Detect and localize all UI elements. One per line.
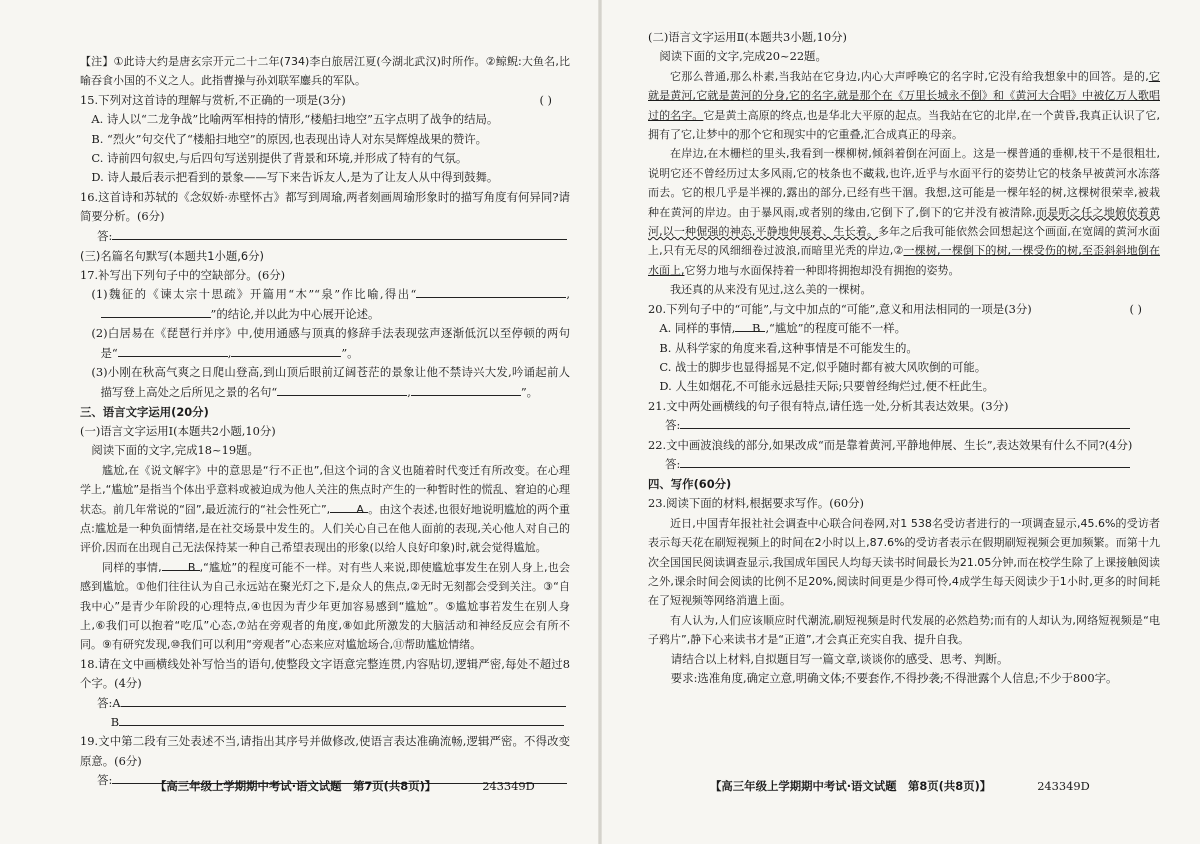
q15-option-c: C. 诗前四句叙史,与后四句写送别提供了背景和环境,并形成了特有的气氛。 bbox=[91, 151, 468, 166]
q15-option-a: A. 诗人以“二龙争战”比喻两军相持的情形,“楼船扫地空”五字点明了战争的结局。 bbox=[91, 112, 499, 127]
poem-note: 【注】①此诗大约是唐玄宗开元二十二年(734)李白旅居江夏(今湖北武汉)时所作。②鲸鲵:大鱼名,比喻吞食小国的不义之人。此指曹操与孙刘联军鏖兵的军队。 bbox=[80, 55, 570, 88]
q18-answer-a[interactable]: 答:A bbox=[80, 694, 570, 713]
question-22: 22.文中画波浪线的部分,如果改成“而是靠着黄河,平静地伸展、生长”,表达效果有什么不同?(4分) bbox=[648, 437, 1133, 452]
q15-option-d: D. 诗人最后表示把看到的景象——写下来告诉友人,是为了让友人从中得到鼓舞。 bbox=[91, 170, 499, 185]
underlined-sentence-1: 它就是黄河,它就是黄河的分身,它的名字,就是那个在《万里长城永不倒》和《黄河大合唱》中被亿万人歌唱过的名字。 bbox=[648, 69, 1161, 122]
question-21: 21.文中两处画横线的句子很有特点,请任选一处,分析其表达效果。(3分) bbox=[648, 398, 1009, 413]
writing-requirements: 要求:选准角度,确定立意,明确文体;不要套作,不得抄袭;不得泄露个人信息;不少于800字。 bbox=[670, 671, 1118, 685]
q18-answer-b[interactable]: B bbox=[80, 713, 570, 732]
writing-prompt: 请结合以上材料,自拟题目写一篇文章,谈谈你的感受、思考、判断。 bbox=[670, 651, 1009, 666]
part-4-heading: 四、写作(60分) bbox=[648, 477, 732, 492]
passage-1-paragraph-2: 同样的事情, B ,“尴尬”的程度可能不一样。对有些人来说,即使尴尬事发生在别人身上,也会感到尴尬。①他们往往认为自己永远站在聚光灯之下,是众人的焦点,②无时无刻都会受到关注。③“自我中心”是青少年阶段的心理特点,④也因为青少年更加容易感到“尴尬”。⑤尴尬事若发生在别人身上,⑥我们可以抱着“吃瓜”心态,⑦站在旁观者的角度,⑧如此所激发的大脑活动和神经反应会有所不同。⑨有研究发现,⑩我们可以利用“旁观者”心态来应对尴尬场合,⑪帮助尴尬情绪。 bbox=[80, 558, 570, 655]
q17-item-3: (3)小刚在秋高气爽之日爬山登高,到山顶后眼前辽阔苍茫的景象让他不禁诗兴大发,吟诵起前人描写登上高处之后所见之景的名句“ , ”。 bbox=[91, 365, 570, 399]
wavy-underlined-sentence: 而是听之任之地俯依着黄河,以一种倔强的神态,平静地伸展着、生长着。 bbox=[648, 205, 1161, 239]
q19-answer-line[interactable]: 答: bbox=[80, 771, 570, 790]
q15-option-b: B. “烈火”句交代了“楼船扫地空”的原因,也表现出诗人对东吴辉煌战果的赞许。 bbox=[91, 131, 488, 146]
q22-answer-line[interactable]: 答: bbox=[648, 455, 1160, 474]
question-20: 20.下列句子中的“可能”,与文中加点的“可能”,意义和用法相同的一项是(3分) ( ) bbox=[648, 301, 1142, 316]
q21-answer-line[interactable]: 答: bbox=[648, 416, 1160, 435]
question-17: 17.补写出下列句子中的空缺部分。(6分) bbox=[80, 268, 286, 283]
section-3-heading: (三)名篇名句默写(本题共1小题,6分) bbox=[80, 249, 264, 264]
material-paragraph-1: 近日,中国青年报社社会调查中心联合问卷网,对1 538名受访者进行的一项调查显示,45.6%的受访者表示每天花在刷短视频上的时间在2小时以上,87.6%的受访者表示在假期刷短视频会更加频繁。而第十九次全国国民阅读调查显示,我国成年国民人均每天读书时间最长为21.05分钟,而在校学生除了上课接触阅读之外,课余时间会阅读的比例不足20%,阅读时间更是少得可怜,4成学生每天阅读少于1小时,更多的时间耗在了短视频等网络消遣上面。 bbox=[648, 516, 1160, 608]
passage-2-paragraph-1: 它那么普通,那么朴素,当我站在它身边,内心大声呼唤它的名字时,它没有给我想象中的回答。是的,它就是黄河,它就是黄河的分身,它的名字,就是那个在《万里长城永不倒》和《黄河大合唱》中被亿万人歌唱过的名字。它是黄土高原的终点,也是华北大平原的起点。当我站在它的北岸,在一个黄昏,我真正认识了它,拥有了它,让梦中的那个它和现实中的它重叠,汇合成真正的母亲。 bbox=[648, 69, 1161, 142]
page-7-footer: 【高三年级上学期期中考试·语文试题 第7页(共8页)】 243349D bbox=[155, 779, 535, 793]
underlined-sentence-2: 一棵树,一棵倒下的树,一棵受伤的树,至歪斜斜地倒在水面上, bbox=[648, 244, 1160, 277]
question-16: 16.这首诗和苏轼的《念奴娇·赤壁怀古》都写到周瑜,两者刻画周瑜形象时的描写角度有何异同?请简要分析。(6分) bbox=[80, 189, 570, 224]
question-23: 23.阅读下面的材料,根据要求写作。(60分) bbox=[648, 496, 864, 511]
question-18: 18.请在文中画横线处补写恰当的语句,使整段文字语意完整连贯,内容贴切,逻辑严密,每处不超过8个字。(4分) bbox=[80, 656, 570, 691]
page-8 bbox=[600, 0, 1200, 844]
part-3-heading: 三、语言文字运用(20分) bbox=[80, 404, 209, 419]
q20-option-a: A. 同样的事情, B ,“尴尬”的程度可能不一样。 bbox=[659, 321, 907, 336]
passage-1-paragraph-1: 尴尬,在《说文解字》中的意思是“行不正也”,但这个词的含义也随着时代变迁有所改变。在心理学上,“尴尬”是指当个体出乎意料或被迫成为他人关注的焦点时产生的一种暂时性的慌乱、窘迫的心理状态。前几年常说的“囧”,最近流行的“社会性死亡”, A 。由这个表述,也很好地说明尴尬的两个重点:尴尬是一种负面情绪,是在社交场景中发生的。人们关心自己在他人面前的表现,关心他人对自己的评价,因而在出现自己无法保持某一种自己希望表现出的形象(以给人良好印象)时,就会觉得尴尬。 bbox=[80, 463, 570, 555]
q17-item-2: (2)白居易在《琵琶行并序》中,使用通感与顶真的修辞手法表现弦声逐渐低沉以至停顿的两句是“ , ”。 bbox=[91, 326, 570, 360]
question-19: 19.文中第二段有三处表述不当,请指出其序号并做修改,使语言表达准确流畅,逻辑严密。不得改变原意。(6分) bbox=[80, 734, 570, 768]
sub-section-1-heading: (一)语言文字运用Ⅰ(本题共2小题,10分) bbox=[80, 423, 276, 438]
material-paragraph-2: 有人认为,人们应该顺应时代潮流,刷短视频是时代发展的必然趋势;而有的人却认为,网络短视频是“电子鸦片”,静下心来读书才是“正道”,才会真正充实自我、提升自我。 bbox=[648, 613, 1160, 647]
question-15: 15.下列对这首诗的理解与赏析,不正确的一项是(3分) ( ) bbox=[80, 92, 552, 107]
q20-option-d: D. 人生如烟花,不可能永远悬挂天际;只要曾经绚烂过,便不枉此生。 bbox=[659, 379, 994, 394]
q17-item-1: (1)魏征的《谏太宗十思疏》开篇用“木”“泉”作比喻,得出“ ,”的结论,并以此为中心展开论述。 bbox=[91, 287, 570, 321]
reading-instruction-2: 阅读下面的文字,完成20~22题。 bbox=[659, 49, 827, 64]
reading-instruction-1: 阅读下面的文字,完成18~19题。 bbox=[91, 443, 259, 458]
q20-option-c: C. 战士的脚步也显得摇晃不定,似乎随时都有被大风吹倒的可能。 bbox=[659, 359, 987, 374]
sub-section-2-heading: (二)语言文字运用Ⅱ(本题共3小题,10分) bbox=[648, 30, 847, 44]
q20-option-b: B. 从科学家的角度来看,这种事情是不可能发生的。 bbox=[659, 340, 918, 355]
passage-2-paragraph-2: 在岸边,在木栅栏的里头,我看到一棵柳树,倾斜着倒在河面上。这是一棵普通的垂柳,枝干不是很粗壮,说明它还不曾经历过太多风雨,它的枝条也不藏栽,也许,近乎与水面平行的姿势让它的枝条早被黄河水冻落而去。它的根几乎是半裸的,露出的部分,已经有些干涸。我想,这可能是一棵年轻的树,这棵树很荣幸,被栽种在黄河的岸边。由于暴风雨,或者别的缘由,它倒下了,倒下的它并没有被清除,而是听之任之地俯依着黄河,以一种倔强的神态,平静地伸展着、生长着。多年之后我可能依然会回想起这个画面,在宽阔的黄河水面上,只有无尽的风细细卷过波浪,而暗里光秃的岸边,②一棵树,一棵倒下的树,一棵受伤的树,至歪斜斜地倒在水面上,它努力地与水面保持着一种即将拥抱却没有拥抱的姿势。 bbox=[648, 147, 1161, 277]
passage-2-paragraph-3: 我还真的从来没有见过,这么美的一棵树。 bbox=[670, 283, 872, 297]
q16-answer-line[interactable]: 答: bbox=[80, 227, 570, 246]
page-8-footer: 【高三年级上学期期中考试·语文试题 第8页(共8页)】 243349D bbox=[710, 779, 1090, 793]
